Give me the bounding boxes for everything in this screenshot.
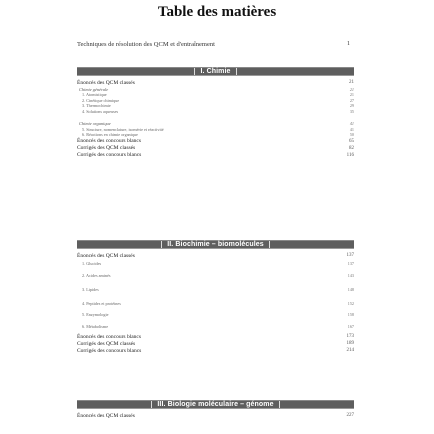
toc-entry[interactable]: Énoncés des QCM classés 21 bbox=[77, 79, 354, 86]
toc-entry-intro[interactable] bbox=[77, 39, 350, 49]
section-chimie bbox=[77, 67, 354, 159]
toc-entry[interactable]: Corrigés des concours blancs 116 bbox=[77, 152, 354, 159]
toc-sub-entry[interactable]: 4. Solutions aqueuses 35 bbox=[82, 109, 354, 115]
toc-subheading[interactable]: Chimie générale 21 bbox=[79, 86, 354, 92]
section-header-chimie[interactable]: I. Chimie bbox=[77, 67, 354, 76]
toc-sub-entry[interactable]: 4. Peptides et protéines 152 bbox=[82, 300, 354, 306]
toc-subheading[interactable]: Chimie organique 41 bbox=[79, 120, 354, 126]
toc-page-number: 1 bbox=[347, 41, 350, 47]
toc-entry[interactable]: Corrigés des QCM classés 82 bbox=[77, 145, 354, 152]
toc-sub-entry[interactable]: 3. Lipides 148 bbox=[82, 286, 354, 292]
toc-sub-entry[interactable]: 6. Réactions en chimie organique 50 bbox=[82, 132, 354, 138]
page-title: Table des matières bbox=[157, 4, 277, 20]
toc-sub-entry[interactable]: 6. Métabolisme 167 bbox=[82, 323, 354, 329]
toc-entry[interactable]: Énoncés des concours blancs 65 bbox=[77, 138, 354, 145]
toc-entry[interactable]: Énoncés des concours blancs 173 bbox=[77, 333, 354, 340]
toc-entry[interactable]: Corrigés des concours blancs 214 bbox=[77, 347, 354, 354]
toc-entry[interactable]: Corrigés des QCM classés 189 bbox=[77, 340, 354, 347]
section-biologie-moleculaire bbox=[77, 400, 354, 419]
toc-entry[interactable]: Énoncés des QCM classés 227 bbox=[77, 412, 354, 419]
toc-sub-entry[interactable]: 1. Glucides 137 bbox=[82, 261, 354, 266]
toc-sub-entry[interactable]: 1. Atomistique 21 bbox=[82, 92, 354, 98]
toc-sub-entry[interactable]: 5. Enzymologie 158 bbox=[82, 312, 354, 317]
toc-entry-label: Techniques de résolution des QCM et d'entraînement bbox=[77, 40, 215, 48]
section-header-biologie-moleculaire[interactable]: III. Biologie moléculaire – génome bbox=[77, 400, 354, 409]
toc-entry[interactable]: Énoncés des QCM classés 137 bbox=[77, 252, 354, 259]
toc-sub-entry[interactable]: 2. Cinétique chimique 27 bbox=[82, 97, 354, 103]
section-header-biochimie[interactable]: II. Biochimie – biomolécules bbox=[77, 240, 354, 249]
toc-sub-entry[interactable]: 5. Structure, nomenclature, isomérie et réactivité 41 bbox=[82, 126, 354, 132]
section-biochimie bbox=[77, 240, 354, 354]
toc-sub-entry[interactable]: 3. Thermochimie 29 bbox=[82, 103, 354, 109]
toc-sub-entry[interactable]: 2. Acides aminés 143 bbox=[82, 272, 354, 278]
